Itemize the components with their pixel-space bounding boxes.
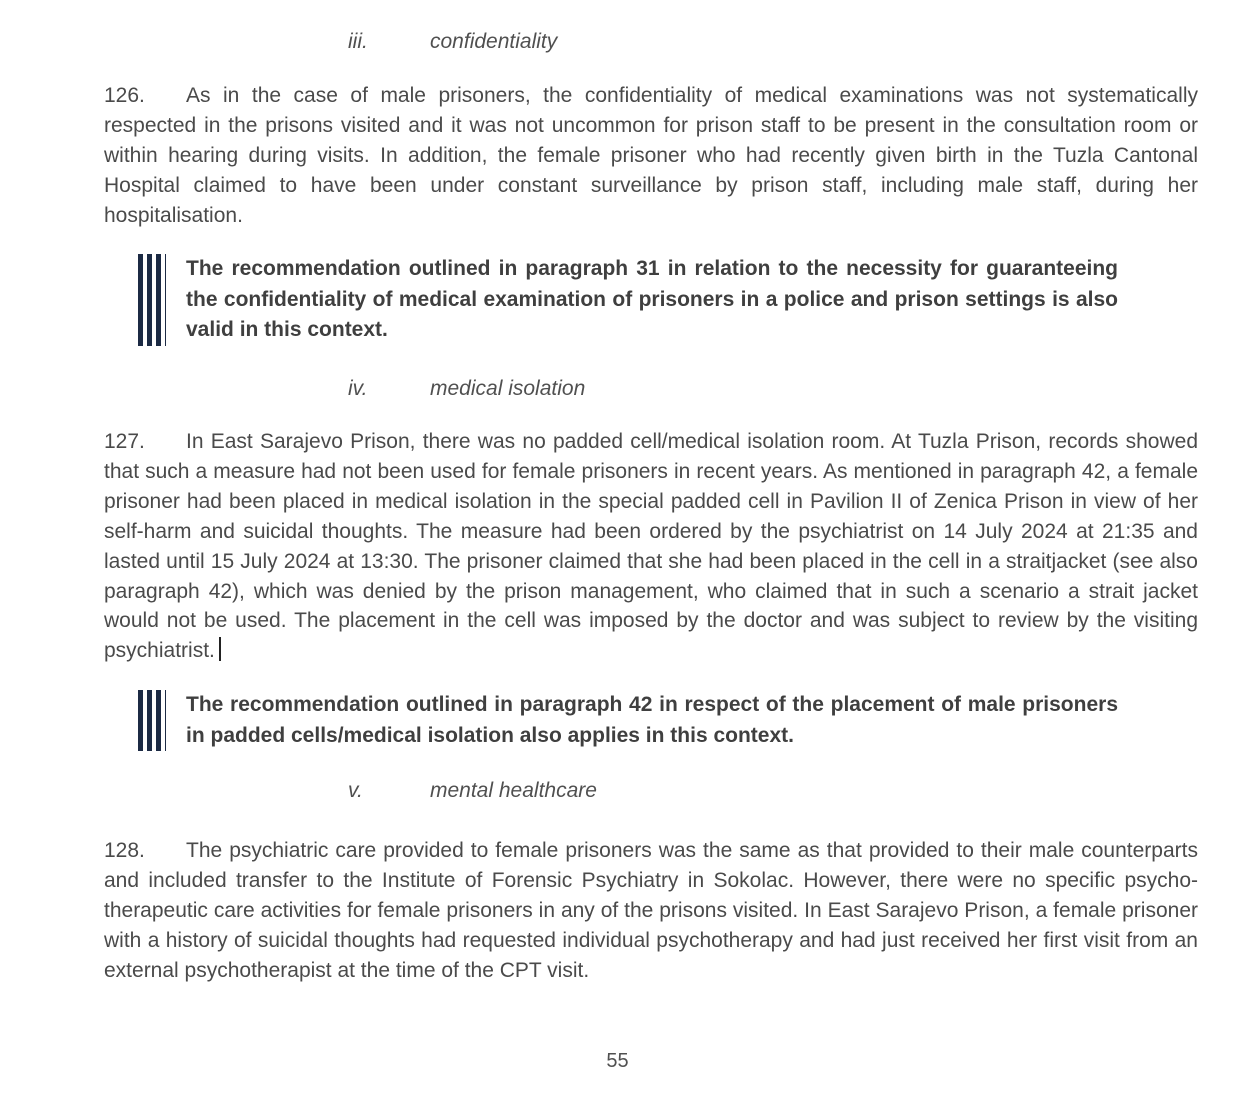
paragraph-text: As in the case of male prisoners, the confidentiality of medical examinations was not systematically respected in the prisons visited and it was not uncommon for prison staff to be present in the consultation room or within hearing during visits. In addition, the female prisoner who had recently given birth in the Tuzla Cantonal Hospital claimed to have been under constant surveillance by prison staff, including male staff, during her hospitalisation. [104,84,1198,227]
section-heading-mental-healthcare [348,779,597,803]
section-numeral: iii. [348,30,368,53]
section-title: confidentiality [430,30,558,53]
recommendation-bars-icon [138,254,166,346]
recommendation-text: The recommendation outlined in paragraph 31 in relation to the necessity for guaranteeing the confidentiality of medical examination of prisoners in a police and prison settings is also valid in this context. [186,257,1118,341]
paragraph-number: 126. [104,84,145,107]
paragraph-number: 128. [104,839,145,862]
section-title: mental healthcare [430,779,597,802]
paragraph-126 [104,81,1198,231]
section-heading-confidentiality [348,30,557,54]
section-numeral: v. [348,779,363,802]
page-number: 55 [606,1050,629,1072]
recommendation-text: The recommendation outlined in paragraph 42 in respect of the placement of male prisoners in padded cells/medical isolation also applies in this context. [186,693,1118,747]
recommendation-box-1 [138,254,1118,346]
recommendation-box-2 [138,690,1118,751]
section-title: medical isolation [430,377,586,400]
section-numeral: iv. [348,377,368,400]
paragraph-number: 127. [104,430,145,453]
section-heading-medical-isolation [348,377,585,401]
recommendation-bars-icon [138,690,166,751]
paragraph-text: In East Sarajevo Prison, there was no padded cell/medical isolation room. At Tuzla Prison, records showed that such a measure had not been used for female prisoners in recent years. As mentioned in paragraph 42, a female prisoner had been placed in medical isolation in the special padded cell in Pavilion II of Zenica Prison in view of her self-harm and suicidal thoughts. The measure had been ordered by the psychiatrist on 14 July 2024 at 21:35 and lasted until 15 July 2024 at 13:30. The prisoner claimed that she had been placed in the cell in a straitjacket (see also paragraph 42), which was denied by the prison management, who claimed that in such a scenario a strait jacket would not be used. The placement in the cell was imposed by the doctor and was subject to review by the visiting psychiatrist. [104,430,1198,663]
text-cursor [219,637,221,661]
paragraph-128 [104,836,1198,986]
paragraph-127 [104,427,1198,666]
paragraph-text: The psychiatric care provided to female prisoners was the same as that provided to their male counterparts and included transfer to the Institute of Forensic Psychiatry in Sokolac. However, there were no specific psycho-therapeutic care activities for female prisoners in any of the prisons visited. In East Sarajevo Prison, a female prisoner with a history of suicidal thoughts had requested individual psychotherapy and had just received her first visit from an external psychotherapist at the time of the CPT visit. [104,839,1198,982]
